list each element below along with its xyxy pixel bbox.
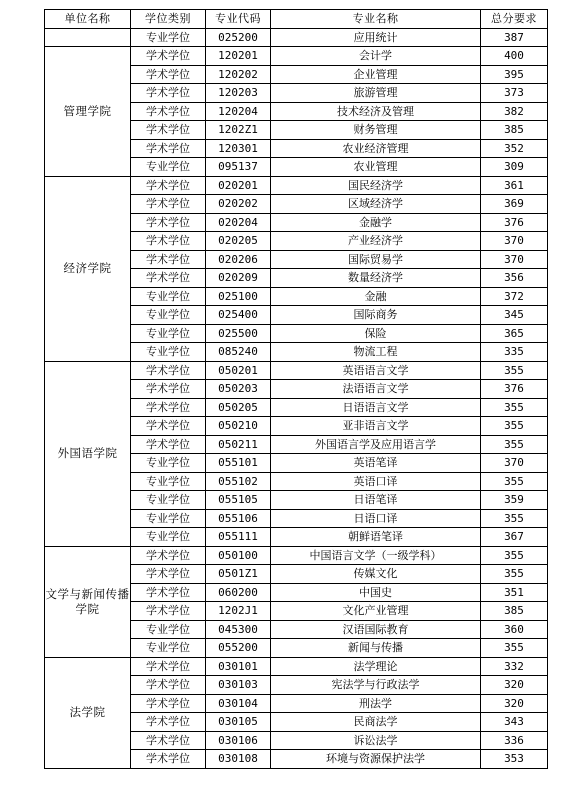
degree-type-cell: 学术学位 (131, 694, 206, 713)
total-score-cell: 370 (481, 232, 548, 251)
admission-score-table (44, 9, 548, 769)
total-score-cell: 385 (481, 121, 548, 140)
degree-type-cell: 学术学位 (131, 195, 206, 214)
major-name-cell: 财务管理 (271, 121, 481, 140)
major-code-cell: 055102 (206, 472, 271, 491)
major-name-cell: 英语语言文学 (271, 361, 481, 380)
total-score-cell: 361 (481, 176, 548, 195)
major-code-cell: 050205 (206, 398, 271, 417)
total-score-cell: 387 (481, 28, 548, 47)
degree-type-cell: 专业学位 (131, 639, 206, 658)
major-name-cell: 刑法学 (271, 694, 481, 713)
table-row (45, 47, 548, 66)
total-score-cell: 367 (481, 528, 548, 547)
major-code-cell: 055111 (206, 528, 271, 547)
major-name-cell: 中国语言文学（一级学科） (271, 546, 481, 565)
degree-type-cell: 学术学位 (131, 232, 206, 251)
total-score-cell: 370 (481, 250, 548, 269)
major-code-cell: 055105 (206, 491, 271, 510)
table-row (45, 546, 548, 565)
total-score-cell: 365 (481, 324, 548, 343)
major-name-cell: 法学理论 (271, 657, 481, 676)
major-code-cell: 030106 (206, 731, 271, 750)
degree-type-cell: 学术学位 (131, 676, 206, 695)
major-code-cell: 020205 (206, 232, 271, 251)
major-code-cell: 020204 (206, 213, 271, 232)
major-name-cell: 日语语言文学 (271, 398, 481, 417)
degree-type-cell: 专业学位 (131, 158, 206, 177)
major-name-cell: 文化产业管理 (271, 602, 481, 621)
major-code-cell: 085240 (206, 343, 271, 362)
major-code-cell: 120202 (206, 65, 271, 84)
degree-type-cell: 学术学位 (131, 361, 206, 380)
total-score-cell: 376 (481, 213, 548, 232)
total-score-cell: 320 (481, 676, 548, 695)
degree-type-cell: 学术学位 (131, 657, 206, 676)
degree-type-cell: 学术学位 (131, 417, 206, 436)
major-code-cell: 060200 (206, 583, 271, 602)
table-row (45, 176, 548, 195)
major-code-cell: 095137 (206, 158, 271, 177)
major-name-cell: 产业经济学 (271, 232, 481, 251)
major-code-cell: 1202Z1 (206, 121, 271, 140)
degree-type-cell: 学术学位 (131, 121, 206, 140)
total-score-cell: 376 (481, 380, 548, 399)
major-name-cell: 民商法学 (271, 713, 481, 732)
major-name-cell: 宪法学与行政法学 (271, 676, 481, 695)
major-code-cell: 050211 (206, 435, 271, 454)
header-major-code: 专业代码 (206, 10, 271, 29)
major-code-cell: 050203 (206, 380, 271, 399)
degree-type-cell: 专业学位 (131, 472, 206, 491)
major-name-cell: 物流工程 (271, 343, 481, 362)
degree-type-cell: 学术学位 (131, 250, 206, 269)
degree-type-cell: 学术学位 (131, 380, 206, 399)
degree-type-cell: 专业学位 (131, 491, 206, 510)
table-body (45, 28, 548, 768)
major-name-cell: 应用统计 (271, 28, 481, 47)
degree-type-cell: 学术学位 (131, 102, 206, 121)
total-score-cell: 355 (481, 565, 548, 584)
total-score-cell: 355 (481, 361, 548, 380)
major-code-cell: 030101 (206, 657, 271, 676)
total-score-cell: 355 (481, 417, 548, 436)
total-score-cell: 343 (481, 713, 548, 732)
degree-type-cell: 学术学位 (131, 139, 206, 158)
major-name-cell: 法语语言文学 (271, 380, 481, 399)
major-code-cell: 1202J1 (206, 602, 271, 621)
table-row (45, 28, 548, 47)
degree-type-cell: 学术学位 (131, 750, 206, 769)
total-score-cell: 332 (481, 657, 548, 676)
total-score-cell: 355 (481, 472, 548, 491)
major-code-cell: 030108 (206, 750, 271, 769)
total-score-cell: 320 (481, 694, 548, 713)
major-name-cell: 国际贸易学 (271, 250, 481, 269)
major-name-cell: 企业管理 (271, 65, 481, 84)
major-code-cell: 045300 (206, 620, 271, 639)
header-total-score: 总分要求 (481, 10, 548, 29)
unit-name-cell: 管理学院 (45, 47, 131, 177)
major-code-cell: 120203 (206, 84, 271, 103)
degree-type-cell: 专业学位 (131, 287, 206, 306)
major-code-cell: 025400 (206, 306, 271, 325)
degree-type-cell: 专业学位 (131, 306, 206, 325)
total-score-cell: 336 (481, 731, 548, 750)
total-score-cell: 395 (481, 65, 548, 84)
major-name-cell: 国民经济学 (271, 176, 481, 195)
major-code-cell: 050201 (206, 361, 271, 380)
header-major-name: 专业名称 (271, 10, 481, 29)
total-score-cell: 355 (481, 639, 548, 658)
major-code-cell: 030105 (206, 713, 271, 732)
major-code-cell: 120204 (206, 102, 271, 121)
degree-type-cell: 学术学位 (131, 176, 206, 195)
major-name-cell: 中国史 (271, 583, 481, 602)
unit-name-cell (45, 28, 131, 47)
total-score-cell: 352 (481, 139, 548, 158)
major-name-cell: 环境与资源保护法学 (271, 750, 481, 769)
unit-name-cell: 外国语学院 (45, 361, 131, 546)
major-name-cell: 日语口译 (271, 509, 481, 528)
total-score-cell: 335 (481, 343, 548, 362)
total-score-cell: 382 (481, 102, 548, 121)
unit-name-cell: 经济学院 (45, 176, 131, 361)
total-score-cell: 351 (481, 583, 548, 602)
major-name-cell: 汉语国际教育 (271, 620, 481, 639)
major-name-cell: 国际商务 (271, 306, 481, 325)
degree-type-cell: 专业学位 (131, 324, 206, 343)
degree-type-cell: 学术学位 (131, 602, 206, 621)
major-code-cell: 030103 (206, 676, 271, 695)
degree-type-cell: 专业学位 (131, 28, 206, 47)
degree-type-cell: 学术学位 (131, 435, 206, 454)
unit-name-cell: 法学院 (45, 657, 131, 768)
total-score-cell: 369 (481, 195, 548, 214)
major-code-cell: 120301 (206, 139, 271, 158)
major-name-cell: 金融学 (271, 213, 481, 232)
major-code-cell: 025200 (206, 28, 271, 47)
major-code-cell: 055200 (206, 639, 271, 658)
major-name-cell: 区域经济学 (271, 195, 481, 214)
major-name-cell: 传媒文化 (271, 565, 481, 584)
major-name-cell: 会计学 (271, 47, 481, 66)
major-name-cell: 旅游管理 (271, 84, 481, 103)
total-score-cell: 353 (481, 750, 548, 769)
major-code-cell: 025500 (206, 324, 271, 343)
major-code-cell: 020206 (206, 250, 271, 269)
degree-type-cell: 学术学位 (131, 65, 206, 84)
major-name-cell: 新闻与传播 (271, 639, 481, 658)
total-score-cell: 309 (481, 158, 548, 177)
degree-type-cell: 学术学位 (131, 84, 206, 103)
degree-type-cell: 专业学位 (131, 454, 206, 473)
total-score-cell: 385 (481, 602, 548, 621)
major-name-cell: 诉讼法学 (271, 731, 481, 750)
table-row (45, 657, 548, 676)
degree-type-cell: 学术学位 (131, 731, 206, 750)
major-code-cell: 120201 (206, 47, 271, 66)
major-code-cell: 020201 (206, 176, 271, 195)
header-degree-type: 学位类别 (131, 10, 206, 29)
major-code-cell: 020209 (206, 269, 271, 288)
major-name-cell: 外国语言学及应用语言学 (271, 435, 481, 454)
total-score-cell: 373 (481, 84, 548, 103)
degree-type-cell: 学术学位 (131, 47, 206, 66)
degree-type-cell: 学术学位 (131, 565, 206, 584)
header-unit: 单位名称 (45, 10, 131, 29)
total-score-cell: 370 (481, 454, 548, 473)
major-name-cell: 农业经济管理 (271, 139, 481, 158)
degree-type-cell: 专业学位 (131, 528, 206, 547)
total-score-cell: 359 (481, 491, 548, 510)
degree-type-cell: 学术学位 (131, 269, 206, 288)
table-header-row (45, 10, 548, 29)
total-score-cell: 355 (481, 435, 548, 454)
degree-type-cell: 专业学位 (131, 509, 206, 528)
major-name-cell: 朝鲜语笔译 (271, 528, 481, 547)
total-score-cell: 345 (481, 306, 548, 325)
major-name-cell: 数量经济学 (271, 269, 481, 288)
major-name-cell: 保险 (271, 324, 481, 343)
degree-type-cell: 专业学位 (131, 343, 206, 362)
total-score-cell: 355 (481, 398, 548, 417)
total-score-cell: 360 (481, 620, 548, 639)
major-code-cell: 050210 (206, 417, 271, 436)
total-score-cell: 355 (481, 546, 548, 565)
major-name-cell: 农业管理 (271, 158, 481, 177)
major-code-cell: 050100 (206, 546, 271, 565)
total-score-cell: 356 (481, 269, 548, 288)
major-name-cell: 英语笔译 (271, 454, 481, 473)
major-name-cell: 英语口译 (271, 472, 481, 491)
degree-type-cell: 学术学位 (131, 213, 206, 232)
total-score-cell: 355 (481, 509, 548, 528)
major-code-cell: 020202 (206, 195, 271, 214)
major-name-cell: 技术经济及管理 (271, 102, 481, 121)
degree-type-cell: 学术学位 (131, 546, 206, 565)
major-name-cell: 日语笔译 (271, 491, 481, 510)
major-code-cell: 025100 (206, 287, 271, 306)
major-code-cell: 030104 (206, 694, 271, 713)
table-row (45, 361, 548, 380)
degree-type-cell: 专业学位 (131, 620, 206, 639)
major-code-cell: 055101 (206, 454, 271, 473)
total-score-cell: 400 (481, 47, 548, 66)
major-code-cell: 055106 (206, 509, 271, 528)
major-name-cell: 亚非语言文学 (271, 417, 481, 436)
degree-type-cell: 学术学位 (131, 713, 206, 732)
major-name-cell: 金融 (271, 287, 481, 306)
total-score-cell: 372 (481, 287, 548, 306)
degree-type-cell: 学术学位 (131, 583, 206, 602)
unit-name-cell: 文学与新闻传播学院 (45, 546, 131, 657)
degree-type-cell: 学术学位 (131, 398, 206, 417)
major-code-cell: 0501Z1 (206, 565, 271, 584)
